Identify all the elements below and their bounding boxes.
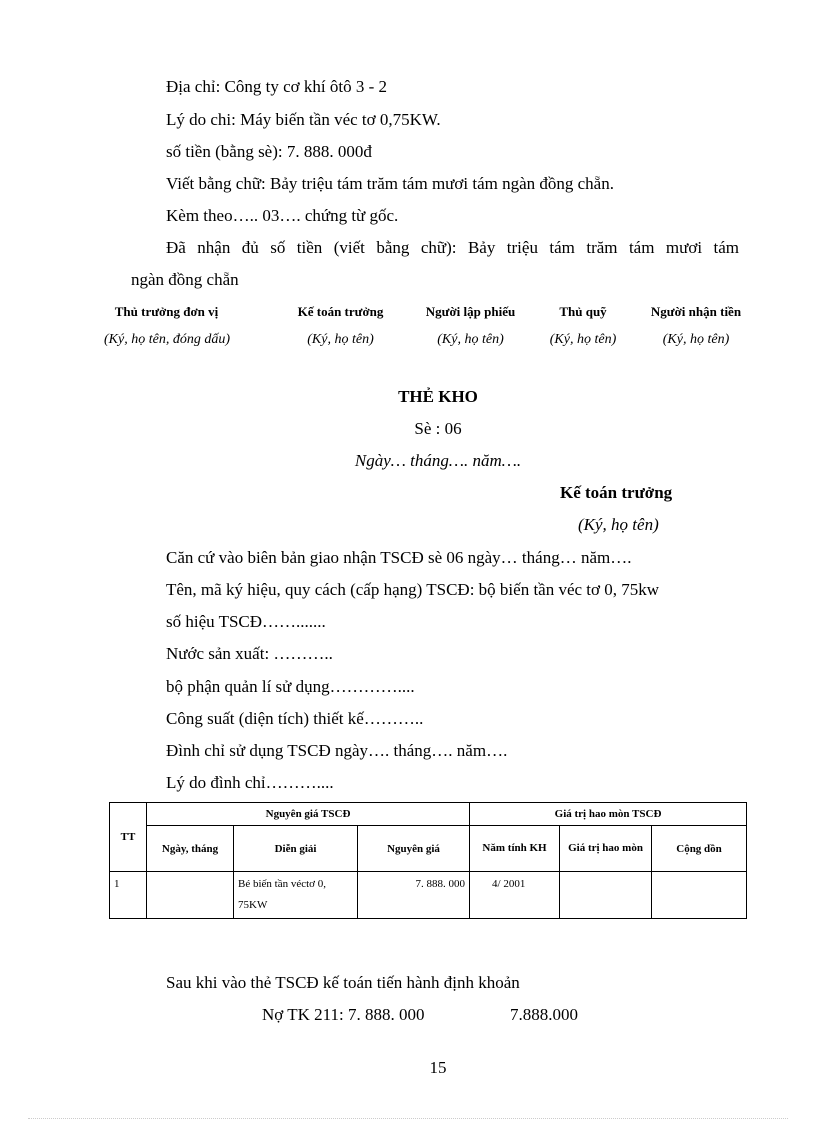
header-depreciation-group: Giá trị hao mòn TSCĐ: [470, 803, 747, 826]
card-line: Tên, mã ký hiệu, quy cách (cấp hạng) TSCĐ: bộ biến tần véc tơ 0, 75kw: [166, 580, 660, 599]
receipt-attached: Kèm theo….. 03…. chứng từ gốc.: [166, 206, 399, 225]
signature-note: (Ký, họ tên, đóng dấu): [104, 332, 230, 347]
header-date: Ngày, tháng: [147, 826, 234, 872]
card-line: Đình chỉ sử dụng TSCĐ ngày…. tháng…. năm….: [166, 741, 508, 760]
card-date: Ngày… tháng…. năm….: [354, 451, 522, 470]
signature-title: Người nhận tiền: [650, 304, 742, 319]
journal-entry-amount: 7.888.000: [510, 1005, 578, 1024]
signature-chief-accountant: [278, 303, 403, 349]
header-original-group: Nguyên giá TSCĐ: [147, 803, 470, 826]
signature-cashier: [538, 303, 628, 349]
page-bottom-divider: [28, 1118, 788, 1119]
cell-cumulative: [652, 872, 747, 919]
page-number: 15: [429, 1058, 447, 1077]
signature-title: Thủ quỹ: [559, 304, 607, 319]
signature-title: Thủ trưởng đơn vị: [114, 304, 219, 319]
card-line: Nước sản xuất: ………..: [166, 644, 333, 663]
card-accountant-note: (Ký, họ tên): [578, 515, 659, 534]
cell-depreciation-year: 4/ 2001: [470, 872, 560, 919]
after-card-text: Sau khi vào thẻ TSCĐ kế toán tiến hành định khoản: [166, 973, 520, 992]
receipt-received-line1: Đã nhận đủ số tiền (viết bằng chữ): Bảy triệu tám trăm tám mươi tám: [166, 238, 739, 257]
receipt-amount-number: số tiền (bằng sè): 7. 888. 000đ: [166, 142, 372, 161]
signature-title: Người lập phiếu: [425, 304, 516, 319]
card-line: số hiệu TSCĐ…….......: [166, 612, 326, 631]
card-line: bộ phận quản lí sử dụng…………....: [166, 677, 415, 696]
signature-note: (Ký, họ tên): [549, 332, 617, 347]
card-line: Lý do đình chỉ………....: [166, 773, 334, 792]
card-line: Công suất (diện tích) thiết kế………..: [166, 709, 424, 728]
card-line: Căn cứ vào biên bản giao nhận TSCĐ sè 06 ngày… tháng… năm….: [166, 548, 632, 567]
header-depreciation-value: Giá trị hao mòn: [560, 826, 652, 872]
cell-tt: 1: [110, 872, 147, 919]
journal-entry-label: Nợ TK 211: 7. 888. 000: [262, 1005, 425, 1024]
table-row: [110, 872, 747, 919]
signature-note: (Ký, họ tên): [437, 332, 504, 347]
receipt-reason: Lý do chi: Máy biến tần véc tơ 0,75KW.: [166, 110, 441, 129]
cell-depreciation-value: [560, 872, 652, 919]
signature-note: (Ký, họ tên): [307, 332, 374, 347]
header-depreciation-year: Năm tính KH: [470, 826, 560, 872]
receipt-address: Địa chỉ: Công ty cơ khí ôtô 3 - 2: [166, 77, 387, 96]
header-description: Diễn giải: [234, 826, 358, 872]
card-accountant-title: Kế toán trưởng: [560, 483, 673, 502]
cell-description: Bé biến tần véctơ 0, 75KW: [234, 872, 358, 919]
receipt-amount-words: Viết bằng chữ: Bảy triệu tám trăm tám mươi tám ngàn đồng chẵn.: [166, 174, 614, 193]
cell-original-value: 7. 888. 000: [358, 872, 470, 919]
asset-table: [109, 802, 747, 919]
header-tt: TT: [110, 803, 147, 872]
signature-director: [104, 303, 229, 349]
signature-title: Kế toán trưởng: [297, 304, 384, 319]
header-original-value: Nguyên giá: [358, 826, 470, 872]
receipt-received-line2: ngàn đồng chẵn: [131, 270, 239, 289]
card-title: THẺ KHO: [398, 387, 478, 406]
signature-recipient: [636, 303, 756, 349]
card-number: Sè : 06: [414, 419, 462, 438]
header-cumulative: Cộng dồn: [652, 826, 747, 872]
signature-note: (Ký, họ tên): [662, 332, 730, 347]
signature-preparer: [413, 303, 528, 349]
cell-date: [147, 872, 234, 919]
